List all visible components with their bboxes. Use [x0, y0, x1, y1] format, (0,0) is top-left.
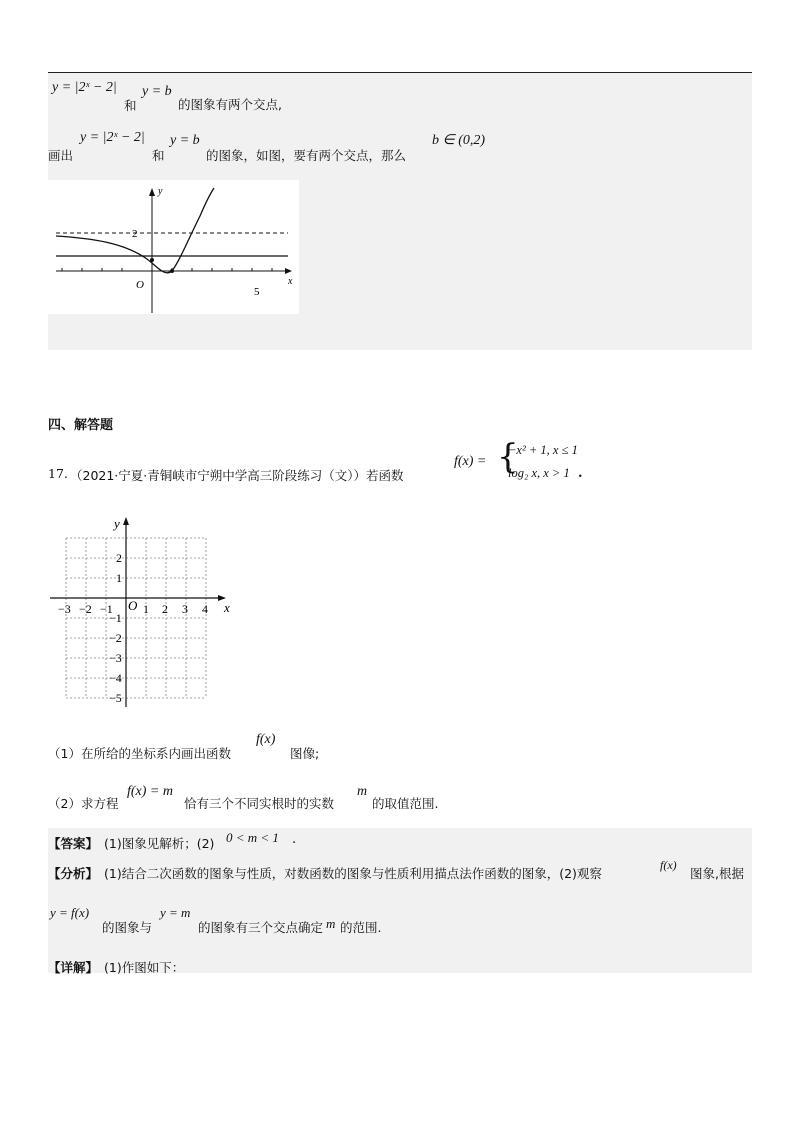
graph2-y-tick: 2: [116, 551, 122, 565]
graph2-x-tick: −1: [100, 602, 113, 616]
question2-math: f(x) = m: [127, 784, 173, 799]
line2-text: 的图象，如图，要有两个交点，那么: [206, 148, 407, 163]
graph2-x-tick: 1: [143, 602, 149, 616]
line1-math-y-b: y = b: [142, 84, 172, 99]
graph2-y-tick: −5: [109, 691, 122, 705]
graph2-y-arrow: [123, 517, 129, 525]
question2-math-m: m: [357, 784, 368, 799]
section-title: 四、解答题: [48, 418, 114, 433]
graph2-y-tick: −4: [109, 671, 122, 685]
graph2-svg: [48, 512, 238, 712]
analysis-math: f(x): [660, 858, 677, 872]
problem17-brace: {: [497, 437, 519, 477]
graph1-x-label: x: [288, 276, 293, 287]
line1-he: 和: [124, 98, 137, 113]
line2-math-y-b: y = b: [170, 133, 200, 148]
detail-tag: 【详解】: [48, 960, 99, 975]
analysis-line2-text3: 的范围.: [340, 920, 382, 935]
problem17-case2: log₂ x, x > 1: [508, 466, 570, 480]
graph1-svg: [48, 180, 299, 314]
question1-math: f(x): [256, 732, 276, 747]
graph2-x-tick: 3: [182, 602, 188, 616]
analysis-line2-math3: m: [326, 916, 336, 931]
graph2-x-label: x: [224, 600, 230, 615]
analysis-text2: 图象,根据: [690, 866, 744, 881]
answer-text: (1)图象见解析；(2): [104, 836, 215, 851]
graph1-y-label: y: [158, 186, 163, 197]
line2-prefix: 画出: [48, 148, 74, 163]
problem17-case1: −x² + 1, x ≤ 1: [508, 443, 578, 457]
graph2-y-tick: −1: [109, 611, 122, 625]
question2-mid: 恰有三个不同实根时的实数: [184, 796, 335, 811]
answer-math: 0 < m < 1: [226, 830, 279, 845]
line2-math-b-range: b ∈ (0,2): [432, 133, 486, 148]
graph2-x-tick: −3: [58, 602, 71, 616]
problem17-number: 17.: [48, 466, 68, 481]
graph1-tick-2: 2: [132, 228, 138, 240]
question1-suffix: 图像;: [290, 746, 320, 761]
line2-he: 和: [152, 148, 165, 163]
line1-math-y-abs: y = |2ˣ − 2|: [52, 80, 117, 95]
graph-y-abs-2x-minus-2: [48, 180, 299, 314]
question1-prefix: （1）在所给的坐标系内画出函数: [48, 746, 231, 761]
analysis-line2-math1: y = f(x): [50, 905, 90, 920]
graph2-x-tick: 2: [162, 602, 168, 616]
analysis-line2-math2: y = m: [160, 905, 191, 920]
problem17-source: （2021·宁夏·青铜峡市宁朔中学高三阶段练习（文））若函数: [70, 468, 404, 483]
graph1-point-x1: [170, 269, 174, 273]
coordinate-grid: [48, 512, 238, 712]
graph1-origin-label: O: [136, 279, 144, 291]
graph2-y-tick: −3: [109, 651, 122, 665]
problem17-end: .: [578, 466, 583, 481]
analysis-tag: 【分析】: [48, 866, 99, 881]
question2-suffix: 的取值范围.: [372, 796, 439, 811]
graph2-grid-lines: [66, 538, 206, 698]
graph2-x-tick: 4: [202, 602, 208, 616]
graph2-y-tick: −2: [109, 631, 122, 645]
analysis-text: (1)结合二次函数的图象与性质，对数函数的图象与性质利用描点法作函数的图象，(2)观察: [104, 866, 602, 881]
graph1-x-arrow: [285, 268, 292, 274]
question2-prefix: （2）求方程: [48, 796, 119, 811]
graph1-tick-5: 5: [254, 286, 260, 298]
graph2-origin-label: O: [128, 598, 138, 613]
graph2-y-label: y: [114, 516, 120, 531]
graph1-point-origin: [150, 258, 154, 262]
analysis-line2-text1: 的图象与: [102, 920, 153, 935]
graph2-y-tick: 1: [116, 571, 122, 585]
line2-math-y-abs: y = |2ˣ − 2|: [80, 130, 145, 145]
answer-tag: 【答案】: [48, 836, 99, 851]
analysis-line2-text2: 的图象有三个交点确定: [198, 920, 324, 935]
problem17-f-label: f(x) =: [454, 454, 487, 469]
line1-text: 的图象有两个交点,: [178, 97, 282, 112]
detail-text: (1)作图如下：: [104, 960, 185, 975]
answer-end: .: [292, 832, 297, 847]
graph2-x-tick: −2: [79, 602, 92, 616]
graph1-y-arrow: [149, 188, 155, 196]
